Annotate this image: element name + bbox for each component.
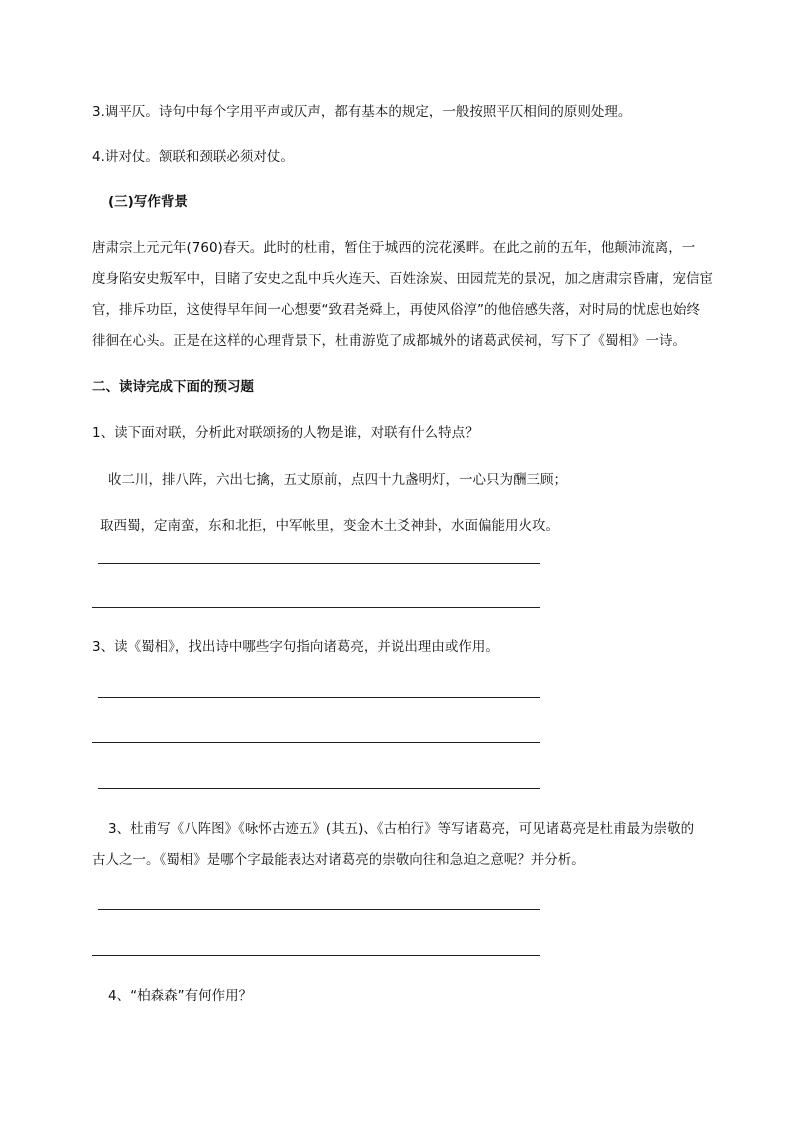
question-3b-line-1: 3、杜甫写《八阵图》《咏怀古迹五》(其五)、《古柏行》等写诸葛亮，可见诸葛亮是杜甫最为崇敬的 (108, 821, 695, 837)
couplet-line-1: 收二川，排八阵，六出七擒，五丈原前，点四十九盏明灯，一心只为酬三顾； (108, 472, 567, 488)
answer-line[interactable] (92, 955, 540, 956)
answer-line[interactable] (98, 697, 540, 698)
answer-line[interactable] (98, 909, 540, 910)
question-1: 1、读下面对联，分析此对联颂扬的人物是谁，对联有什么特点？ (92, 425, 479, 441)
question-4: 4、“柏森森”有何作用？ (108, 988, 253, 1004)
couplet-line-2: 取西蜀，定南蛮，东和北拒，中军帐里，变金木土爻神卦，水面偏能用火攻。 (100, 518, 559, 534)
answer-line[interactable] (98, 563, 540, 564)
answer-line[interactable] (92, 607, 540, 608)
rule-item-3: 3.调平仄。诗句中每个字用平声或仄声，都有基本的规定，一般按照平仄相间的原则处理。 (92, 104, 632, 120)
rule-item-4: 4.讲对仗。颔联和颈联必须对仗。 (92, 149, 294, 165)
background-paragraph-line: 唐肃宗上元元年(760)春天。此时的杜甫，暂住于城西的浣花溪畔。在此之前的五年，他颠沛流离，一 (92, 240, 696, 256)
background-paragraph-line: 徘徊在心头。正是在这样的心理背景下，杜甫游览了成都城外的诸葛武侯祠，写下了《蜀相》一诗。 (92, 333, 686, 349)
question-3b-line-2: 古人之一。《蜀相》是哪个字最能表达对诸葛亮的崇敬向往和急迫之意呢？并分析。 (92, 852, 585, 868)
background-paragraph-line: 官，排斥功臣，这使得早年间一心想要“致君尧舜上，再使风俗淳”的他倍感失落，对时局的忧虑也始终 (92, 302, 700, 318)
background-paragraph-line: 度身陷安史叛军中，目睹了安史之乱中兵火连天、百姓涂炭、田园荒芜的景况，加之唐肃宗昏庸，宠信宦 (92, 271, 713, 287)
answer-line[interactable] (92, 742, 540, 743)
question-3a: 3、读《蜀相》，找出诗中哪些字句指向诸葛亮，并说出理由或作用。 (92, 639, 499, 655)
section-heading: 二、读诗完成下面的预习题 (92, 379, 254, 395)
background-heading: (三)写作背景 (108, 194, 188, 210)
answer-line[interactable] (98, 788, 540, 789)
